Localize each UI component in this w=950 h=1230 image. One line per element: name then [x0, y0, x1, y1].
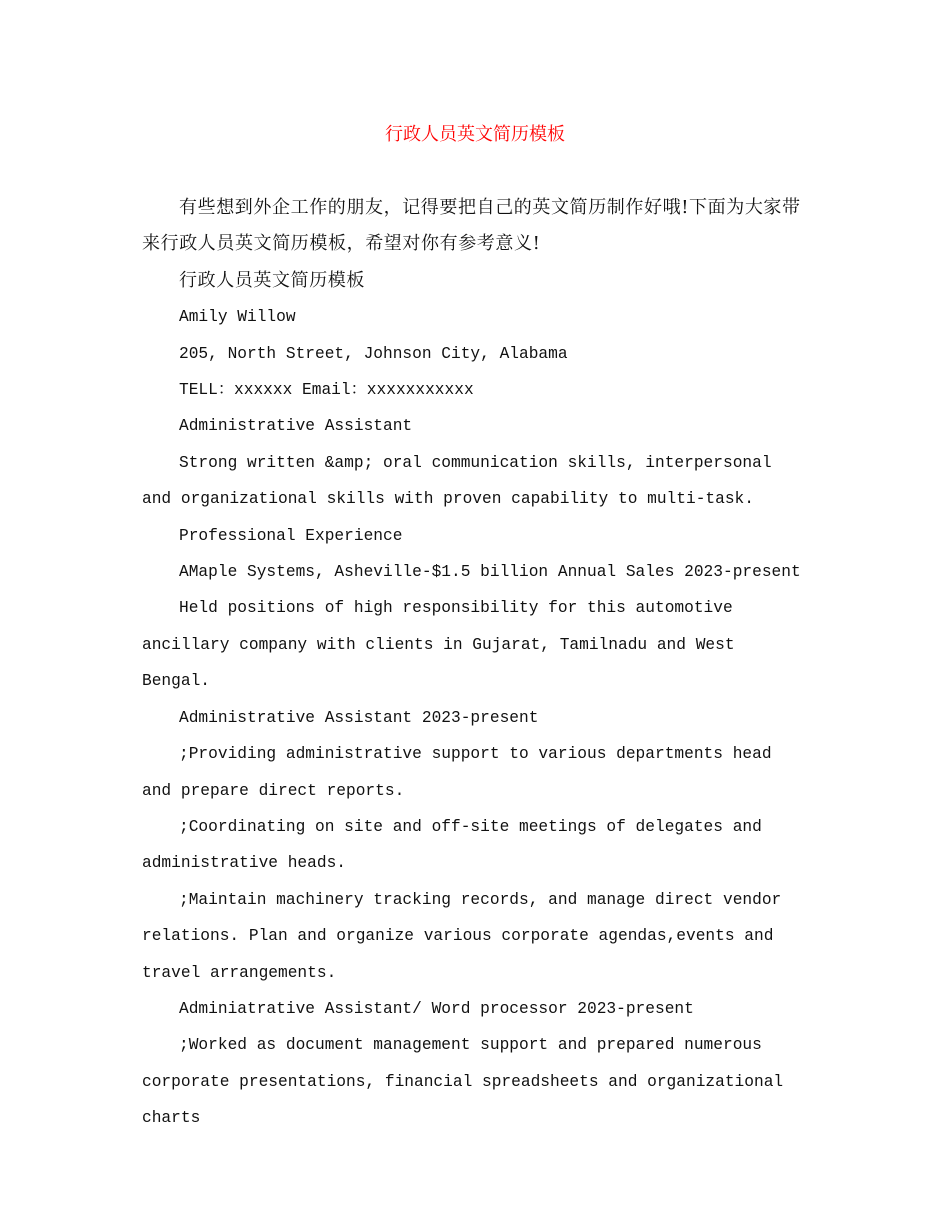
- summary: Strong written &amp; oral communication skills, interpersonal and organizational skills with proven capability to multi-task.: [142, 453, 772, 509]
- role-title: Adminiatrative Assistant/ Word processor 2023-present: [179, 999, 694, 1018]
- company-line: AMaple Systems, Asheville-$1.5 billion Annual Sales 2023-present: [179, 563, 801, 582]
- experience-heading: Professional Experience: [179, 526, 403, 545]
- role-title: Administrative Assistant 2023-present: [179, 708, 539, 727]
- page-title: 行政人员英文简历模板: [385, 124, 565, 145]
- candidate-name: Amily Willow: [179, 308, 296, 327]
- role-bullet: ;Worked as document management support and prepared numerous corporate presentations, financial spreadsheets and organizational charts: [142, 1036, 784, 1128]
- document-body: [142, 190, 810, 1137]
- role-bullet: ;Maintain machinery tracking records, and manage direct vendor relations. Plan and organize various corporate agendas,events and travel arrangements.: [142, 890, 782, 982]
- intro-paragraph: 有些想到外企工作的朋友，记得要把自己的英文简历制作好哦!下面为大家带来行政人员英文简历模板，希望对你有参考意义!: [142, 197, 801, 255]
- company-description: Held positions of high responsibility for this automotive ancillary company with clients in Gujarat, Tamilnadu and West Bengal.: [142, 599, 735, 691]
- contact-info: TELL：xxxxxx Email：xxxxxxxxxxx: [179, 381, 474, 400]
- role-bullet: ;Coordinating on site and off-site meetings of delegates and administrative heads.: [142, 817, 762, 873]
- subtitle: 行政人员英文简历模板: [179, 269, 365, 291]
- address: 205, North Street, Johnson City, Alabama: [179, 344, 568, 363]
- role-bullet: ;Providing administrative support to various departments head and prepare direct reports.: [142, 745, 772, 800]
- objective: Administrative Assistant: [179, 417, 413, 436]
